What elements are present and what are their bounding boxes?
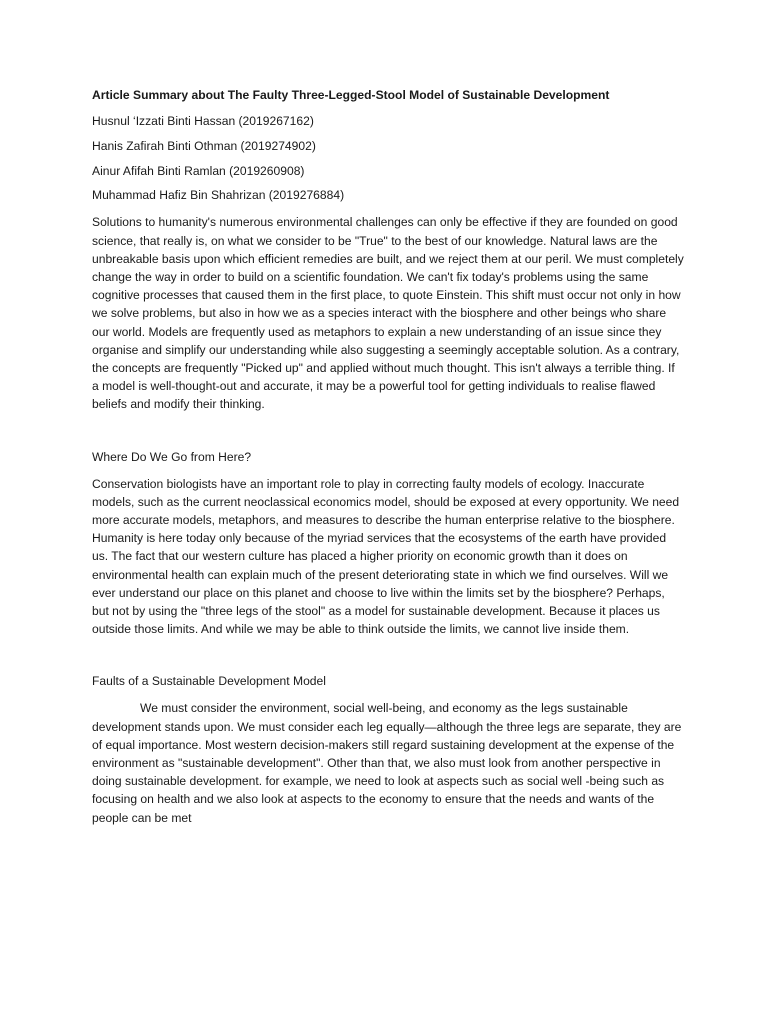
author-line: Hanis Zafirah Binti Othman (2019274902) (92, 138, 316, 153)
section-heading-faults: Faults of a Sustainable Development Model (92, 674, 326, 689)
document-title: Article Summary about The Faulty Three-Legged-Stool Model of Sustainable Development (92, 88, 610, 102)
document-page (92, 86, 684, 827)
section-paragraph-faults: We must consider the environment, social well-being, and economy as the legs sustainable development stands upon. We must consider each leg equally—although the three legs are separate, they are of equal importance. Most western decision-makers still regard sustaining development at the expense of the environment as "sustainable development". Other than that, we also must look from another perspective in doing sustainable development. for example, we need to look at aspects such as social well -being such as focusing on health and we also look at aspects to the economy to ensure that the needs and wants of the people can be met (92, 701, 682, 825)
section-paragraph-where: Conservation biologists have an important role to play in correcting faulty models of ecology. Inaccurate models, such as the current neoclassical economics model, should be exposed at every opportunity. We need more accurate models, metaphors, and measures to describe the human enterprise relative to the biosphere. Humanity is here today only because of the myriad services that the ecosystems of the earth have provided us. The fact that our western culture has placed a higher priority on economic growth than it does on environmental health can explain much of the present deteriorating state in which we find ourselves. Will we ever understand our place on this planet and choose to live within the limits set by the biosphere? Perhaps, but not by using the "three legs of the stool" as a model for sustainable development. Because it places us outside those limits. And while we may be able to think outside the limits, we cannot live inside them. (92, 476, 680, 637)
author-line: Ainur Afifah Binti Ramlan (2019260908) (92, 163, 305, 178)
author-line: Muhammad Hafiz Bin Shahrizan (2019276884) (92, 188, 345, 203)
section-heading-where: Where Do We Go from Here? (92, 449, 252, 464)
intro-paragraph: Solutions to humanity's numerous environmental challenges can only be effective if they are founded on good science, that really is, on what we consider to be "True" to the best of our knowledge. Natural laws are the unbreakable basis upon which efficient remedies are built, and we reject them at our peril. We must completely change the way in order to build on a scientific foundation. We can't fix today's problems using the same cognitive processes that caused them in the first place, to quote Einstein. This shift must occur not only in how we solve problems, but also in how we as a species interact with the biosphere and other beings who share our world. Models are frequently used as metaphors to explain a new understanding of an issue since they organise and simplify our understanding while also suggesting a seemingly acceptable solution. As a contrary, the concepts are frequently "Picked up" and applied without much thought. This isn't always a terrible thing. If a model is well-thought-out and accurate, it may be a powerful tool for getting individuals to realise flawed beliefs and modify their thinking. (92, 215, 684, 412)
author-line: Husnul ‘Izzati Binti Hassan (2019267162) (92, 114, 314, 128)
